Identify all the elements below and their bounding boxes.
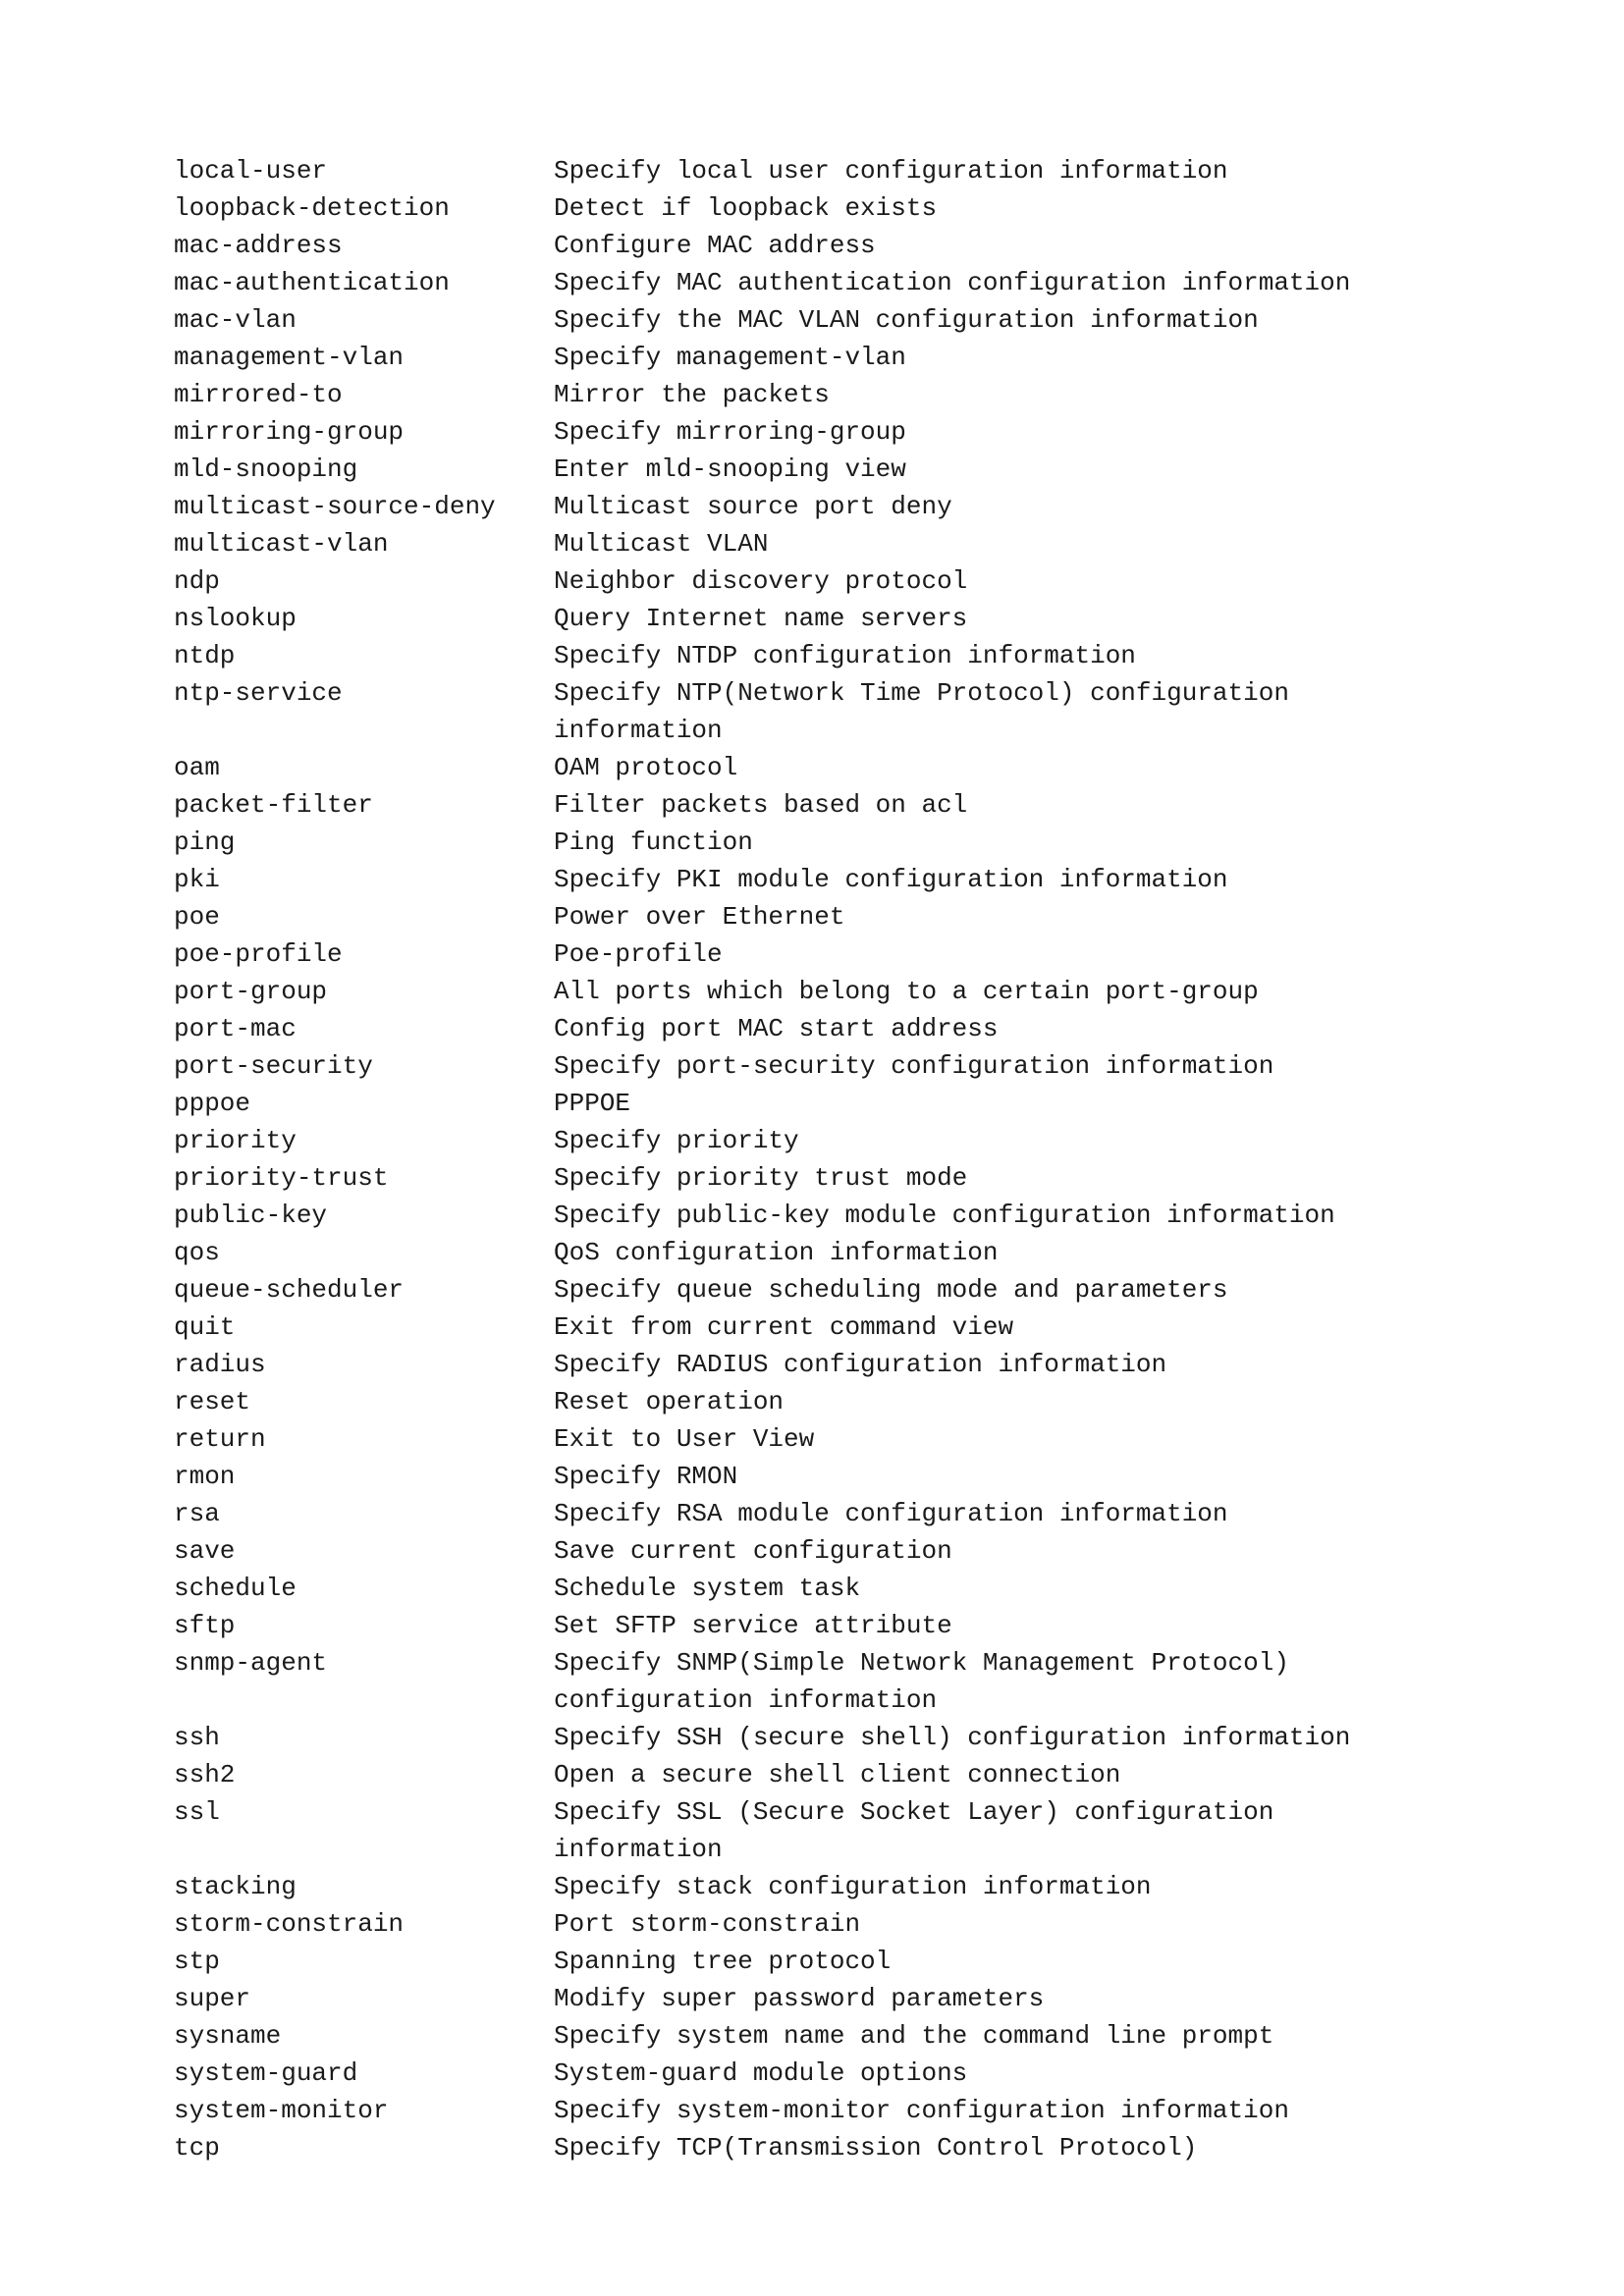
command-name: ntdp: [174, 641, 236, 670]
command-name: nslookup: [174, 604, 297, 633]
description-line: Config port MAC start address: [554, 1014, 999, 1043]
command-list: [174, 152, 1411, 2166]
command-description: [554, 1085, 1411, 1122]
description-line: Specify port-security configuration information: [554, 1051, 1274, 1081]
command-description: [554, 1197, 1411, 1234]
command-name: rmon: [174, 1462, 236, 1491]
command-row: [174, 1308, 1411, 1346]
command-description: [554, 1271, 1411, 1308]
command-row: [174, 749, 1411, 786]
command-name: stacking: [174, 1872, 297, 1901]
command-description: [554, 1607, 1411, 1644]
command-row: [174, 2055, 1411, 2092]
description-line: Specify SNMP(Simple Network Management Protocol): [554, 1648, 1289, 1678]
command-description: [554, 525, 1411, 562]
command-description: [554, 1719, 1411, 1756]
description-line: Exit from current command view: [554, 1312, 1014, 1342]
command-row: [174, 637, 1411, 674]
command-name: mac-vlan: [174, 305, 297, 335]
description-line: Specify priority trust mode: [554, 1163, 968, 1193]
description-line: All ports which belong to a certain port-group: [554, 977, 1259, 1006]
command-description: [554, 2055, 1411, 2092]
command-name: pki: [174, 865, 220, 894]
command-name: ssh: [174, 1723, 220, 1752]
command-name: mirrored-to: [174, 380, 343, 409]
command-name: port-group: [174, 977, 328, 1006]
description-line: Specify queue scheduling mode and parameters: [554, 1275, 1228, 1305]
command-description: [554, 898, 1411, 935]
command-description: [554, 786, 1411, 824]
description-line: information: [554, 1835, 723, 1864]
command-name: packet-filter: [174, 790, 373, 820]
command-row: [174, 413, 1411, 451]
description-line: Specify RSA module configuration information: [554, 1499, 1228, 1528]
description-line: Enter mld-snooping view: [554, 454, 906, 484]
description-line: Exit to User View: [554, 1424, 815, 1454]
command-name: priority: [174, 1126, 297, 1155]
command-row: [174, 1495, 1411, 1532]
command-description: [554, 1943, 1411, 1980]
command-description: [554, 227, 1411, 264]
command-description: [554, 2017, 1411, 2055]
command-name: loopback-detection: [174, 193, 450, 223]
description-line: Specify RADIUS configuration information: [554, 1350, 1167, 1379]
command-description: [554, 1756, 1411, 1793]
command-description: [554, 1122, 1411, 1159]
command-name: mirroring-group: [174, 417, 405, 447]
description-line: Specify PKI module configuration information: [554, 865, 1228, 894]
command-row: [174, 786, 1411, 824]
command-name: management-vlan: [174, 343, 405, 372]
command-name: reset: [174, 1387, 251, 1416]
command-description: [554, 749, 1411, 786]
description-line: Specify local user configuration information: [554, 156, 1228, 186]
command-name: multicast-vlan: [174, 529, 389, 559]
command-name: public-key: [174, 1201, 328, 1230]
description-line: Specify public-key module configuration information: [554, 1201, 1335, 1230]
command-name: mac-authentication: [174, 268, 450, 297]
command-name: return: [174, 1424, 266, 1454]
command-name: port-mac: [174, 1014, 297, 1043]
command-name: system-monitor: [174, 2096, 389, 2125]
command-description: [554, 1047, 1411, 1085]
command-row: [174, 152, 1411, 189]
description-line: Reset operation: [554, 1387, 785, 1416]
description-line: Specify mirroring-group: [554, 417, 906, 447]
description-line: information: [554, 716, 723, 745]
command-name: stp: [174, 1947, 220, 1976]
description-line: Specify SSH (secure shell) configuration information: [554, 1723, 1351, 1752]
command-name: super: [174, 1984, 251, 2013]
command-name: ssh2: [174, 1760, 236, 1789]
command-row: [174, 1943, 1411, 1980]
command-description: [554, 189, 1411, 227]
description-line: Set SFTP service attribute: [554, 1611, 952, 1640]
command-row: [174, 898, 1411, 935]
description-line: Spanning tree protocol: [554, 1947, 892, 1976]
command-row: [174, 339, 1411, 376]
command-name: ssl: [174, 1797, 220, 1827]
command-description: [554, 1308, 1411, 1346]
command-description: [554, 1458, 1411, 1495]
description-line: OAM protocol: [554, 753, 738, 782]
command-name: sftp: [174, 1611, 236, 1640]
command-row: [174, 488, 1411, 525]
description-line: Port storm-constrain: [554, 1909, 861, 1939]
command-name: snmp-agent: [174, 1648, 328, 1678]
command-description: [554, 301, 1411, 339]
command-description: [554, 152, 1411, 189]
command-name: rsa: [174, 1499, 220, 1528]
description-line: Mirror the packets: [554, 380, 830, 409]
command-name: radius: [174, 1350, 266, 1379]
command-description: [554, 339, 1411, 376]
command-name: save: [174, 1536, 236, 1566]
command-description: [554, 1532, 1411, 1570]
command-row: [174, 2017, 1411, 2055]
command-description: [554, 2129, 1411, 2166]
command-row: [174, 562, 1411, 600]
command-description: [554, 935, 1411, 973]
command-row: [174, 1532, 1411, 1570]
description-line: Neighbor discovery protocol: [554, 566, 968, 596]
command-description: [554, 600, 1411, 637]
description-line: Ping function: [554, 828, 753, 857]
command-row: [174, 1420, 1411, 1458]
command-row: [174, 1234, 1411, 1271]
command-name: multicast-source-deny: [174, 492, 496, 521]
command-row: [174, 189, 1411, 227]
command-row: [174, 1383, 1411, 1420]
command-name: sysname: [174, 2021, 282, 2051]
command-row: [174, 1719, 1411, 1756]
command-row: [174, 2129, 1411, 2166]
command-description: [554, 264, 1411, 301]
command-row: [174, 264, 1411, 301]
command-description: [554, 413, 1411, 451]
description-line: Specify management-vlan: [554, 343, 906, 372]
description-line: Specify NTP(Network Time Protocol) configuration: [554, 678, 1289, 708]
description-line: Detect if loopback exists: [554, 193, 938, 223]
description-line: Modify super password parameters: [554, 1984, 1045, 2013]
command-name: ndp: [174, 566, 220, 596]
description-line: Filter packets based on acl: [554, 790, 968, 820]
command-name: priority-trust: [174, 1163, 389, 1193]
command-row: [174, 1756, 1411, 1793]
description-line: configuration information: [554, 1685, 938, 1715]
description-line: Query Internet name servers: [554, 604, 968, 633]
command-row: [174, 1271, 1411, 1308]
command-row: [174, 861, 1411, 898]
description-line: Configure MAC address: [554, 231, 876, 260]
description-line: QoS configuration information: [554, 1238, 999, 1267]
command-row: [174, 1458, 1411, 1495]
command-name: pppoe: [174, 1089, 251, 1118]
command-description: [554, 861, 1411, 898]
description-line: Schedule system task: [554, 1574, 861, 1603]
command-row: [174, 1570, 1411, 1607]
command-description: [554, 1383, 1411, 1420]
command-row: [174, 1122, 1411, 1159]
command-row: [174, 674, 1411, 749]
description-line: Specify the MAC VLAN configuration information: [554, 305, 1259, 335]
command-name: ping: [174, 828, 236, 857]
command-description: [554, 1159, 1411, 1197]
command-row: [174, 1905, 1411, 1943]
command-row: [174, 600, 1411, 637]
command-description: [554, 562, 1411, 600]
command-row: [174, 525, 1411, 562]
description-line: Specify priority: [554, 1126, 799, 1155]
command-name: schedule: [174, 1574, 297, 1603]
command-name: system-guard: [174, 2058, 358, 2088]
command-name: queue-scheduler: [174, 1275, 405, 1305]
description-line: Specify system name and the command line prompt: [554, 2021, 1274, 2051]
description-line: Multicast VLAN: [554, 529, 769, 559]
description-line: Save current configuration: [554, 1536, 952, 1566]
command-description: [554, 451, 1411, 488]
command-description: [554, 1570, 1411, 1607]
description-line: Specify RMON: [554, 1462, 738, 1491]
command-description: [554, 1793, 1411, 1868]
command-row: [174, 1047, 1411, 1085]
command-row: [174, 1793, 1411, 1868]
command-name: mld-snooping: [174, 454, 358, 484]
description-line: Specify stack configuration information: [554, 1872, 1152, 1901]
description-line: Specify TCP(Transmission Control Protocol): [554, 2133, 1198, 2163]
description-line: Specify MAC authentication configuration information: [554, 268, 1351, 297]
command-name: storm-constrain: [174, 1909, 405, 1939]
description-line: Multicast source port deny: [554, 492, 952, 521]
command-name: tcp: [174, 2133, 220, 2163]
command-description: [554, 824, 1411, 861]
description-line: Poe-profile: [554, 939, 723, 969]
command-row: [174, 1644, 1411, 1719]
command-description: [554, 1420, 1411, 1458]
command-description: [554, 1980, 1411, 2017]
command-description: [554, 376, 1411, 413]
command-description: [554, 1644, 1411, 1719]
command-name: local-user: [174, 156, 328, 186]
description-line: PPPOE: [554, 1089, 631, 1118]
command-row: [174, 935, 1411, 973]
command-row: [174, 1980, 1411, 2017]
command-row: [174, 824, 1411, 861]
description-line: Open a secure shell client connection: [554, 1760, 1121, 1789]
command-description: [554, 973, 1411, 1010]
command-row: [174, 1159, 1411, 1197]
command-row: [174, 2092, 1411, 2129]
command-description: [554, 1495, 1411, 1532]
command-row: [174, 1346, 1411, 1383]
command-description: [554, 1905, 1411, 1943]
command-name: ntp-service: [174, 678, 343, 708]
command-name: mac-address: [174, 231, 343, 260]
description-line: Power over Ethernet: [554, 902, 845, 932]
command-description: [554, 1346, 1411, 1383]
command-row: [174, 1607, 1411, 1644]
command-description: [554, 1234, 1411, 1271]
command-description: [554, 488, 1411, 525]
description-line: Specify system-monitor configuration information: [554, 2096, 1289, 2125]
command-row: [174, 451, 1411, 488]
command-row: [174, 227, 1411, 264]
description-line: System-guard module options: [554, 2058, 968, 2088]
command-description: [554, 637, 1411, 674]
command-row: [174, 1085, 1411, 1122]
command-row: [174, 1197, 1411, 1234]
command-row: [174, 1010, 1411, 1047]
command-row: [174, 301, 1411, 339]
command-description: [554, 2092, 1411, 2129]
command-name: port-security: [174, 1051, 373, 1081]
command-row: [174, 376, 1411, 413]
command-row: [174, 1868, 1411, 1905]
command-name: quit: [174, 1312, 236, 1342]
description-line: Specify NTDP configuration information: [554, 641, 1136, 670]
command-name: oam: [174, 753, 220, 782]
command-name: poe: [174, 902, 220, 932]
command-description: [554, 1010, 1411, 1047]
command-description: [554, 674, 1411, 749]
description-line: Specify SSL (Secure Socket Layer) configuration: [554, 1797, 1274, 1827]
command-description: [554, 1868, 1411, 1905]
command-name: qos: [174, 1238, 220, 1267]
command-row: [174, 973, 1411, 1010]
command-name: poe-profile: [174, 939, 343, 969]
